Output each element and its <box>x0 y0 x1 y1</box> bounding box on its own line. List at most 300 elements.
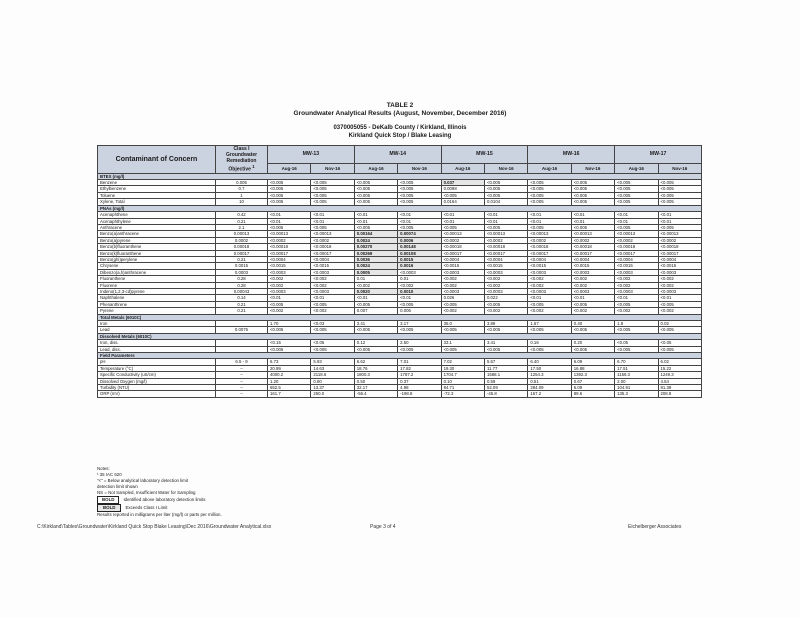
result-cell: 0.16 <box>528 340 571 346</box>
result-cell: <0.005 <box>571 180 614 186</box>
result-cell: 1787.2 <box>398 372 441 378</box>
contaminant-name: Dissolved Oxygen (mg/l) <box>98 378 216 384</box>
result-cell: <0.005 <box>398 346 441 352</box>
result-cell: <0.005 <box>615 192 658 198</box>
result-cell: 0.50 <box>354 378 397 384</box>
objective-value: 0.0003 <box>216 269 268 275</box>
result-cell: <0.00017 <box>484 250 527 256</box>
result-cell: <0.00013 <box>615 231 658 237</box>
header-well: MW-16 <box>528 146 615 164</box>
result-cell: 3.17 <box>398 321 441 327</box>
result-cell: 0.0010 <box>398 288 441 294</box>
result-cell: <0.005 <box>268 180 311 186</box>
result-cell: <0.005 <box>571 224 614 230</box>
result-cell: 0.00148 <box>398 244 441 250</box>
result-cell: <0.0004 <box>528 256 571 262</box>
result-cell: <0.005 <box>528 327 571 333</box>
notes <box>97 466 222 518</box>
result-cell: 3.41 <box>354 321 397 327</box>
result-cell: <0.005 <box>268 199 311 205</box>
contaminant-name: Acenaphthylene <box>98 218 216 224</box>
result-cell: <0.005 <box>658 186 701 192</box>
footer-company: Eichelberger Associates <box>628 524 682 530</box>
header-date: Nov-16 <box>658 164 701 173</box>
result-cell: <0.005 <box>571 199 614 205</box>
result-cell: -198.8 <box>398 391 441 397</box>
result-cell: <0.0015 <box>484 263 527 269</box>
result-cell: <0.005 <box>354 224 397 230</box>
result-cell: 0.00269 <box>354 250 397 256</box>
result-cell: <0.01 <box>354 218 397 224</box>
result-cell: <0.002 <box>354 282 397 288</box>
header-date: Aug-16 <box>354 164 397 173</box>
result-cell: <0.005 <box>398 180 441 186</box>
result-cell: <0.0002 <box>528 237 571 243</box>
result-cell: 2.00 <box>615 378 658 384</box>
result-cell: <0.00018 <box>528 244 571 250</box>
result-cell: 0.037 <box>441 180 484 186</box>
note-line: detection limit shown <box>97 484 138 489</box>
result-cell: 4.54 <box>658 378 701 384</box>
result-cell: <0.002 <box>658 276 701 282</box>
result-cell: 7.01 <box>398 359 441 365</box>
result-cell: <0.01 <box>484 212 527 218</box>
result-cell: <0.002 <box>311 276 354 282</box>
result-cell: 0.0020 <box>354 288 397 294</box>
objective-value: 0.7 <box>216 186 268 192</box>
result-cell: <0.0004 <box>615 256 658 262</box>
result-cell: 0.02 <box>658 321 701 327</box>
objective-value: 0.0015 <box>216 263 268 269</box>
result-cell: 104.91 <box>615 385 658 391</box>
result-cell: <0.002 <box>268 282 311 288</box>
bold-description: Identified above laboratory detection limits <box>123 497 206 502</box>
result-cell: <0.002 <box>528 308 571 314</box>
result-cell: 1800.3 <box>354 372 397 378</box>
result-cell: <0.00017 <box>615 250 658 256</box>
header-well: MW-13 <box>268 146 355 164</box>
result-cell: 208.8 <box>658 391 701 397</box>
result-cell: <0.00013 <box>268 231 311 237</box>
header-date: Aug-16 <box>268 164 311 173</box>
result-cell: 0.007 <box>354 308 397 314</box>
result-cell: <0.005 <box>311 301 354 307</box>
result-cell: 0.0024 <box>354 263 397 269</box>
result-cell: <0.005 <box>484 180 527 186</box>
contaminant-name: Fluoranthene <box>98 276 216 282</box>
section-label: BTEX (mg/l) <box>98 173 702 179</box>
objective-value: 0.21 <box>216 308 268 314</box>
result-cell: 7.02 <box>441 359 484 365</box>
result-cell: <0.005 <box>615 224 658 230</box>
contaminant-name: Fluorene <box>98 282 216 288</box>
objective-value: 0.005 <box>216 180 268 186</box>
result-cell: 0.00270 <box>354 244 397 250</box>
result-cell: <0.005 <box>268 224 311 230</box>
contaminant-name: pH <box>98 359 216 365</box>
result-cell: 1392.3 <box>571 372 614 378</box>
result-cell: <0.005 <box>354 186 397 192</box>
contaminant-name: ORP (mV) <box>98 391 216 397</box>
result-cell: 0.0006 <box>398 237 441 243</box>
result-cell: 17.50 <box>528 365 571 371</box>
objective-value: 0.00018 <box>216 244 268 250</box>
result-cell: <0.0003 <box>528 288 571 294</box>
result-cell: <0.0002 <box>615 237 658 243</box>
result-cell: 1.8 <box>615 321 658 327</box>
result-cell: 84.71 <box>441 385 484 391</box>
header-contaminant: Contaminant of Concern <box>98 146 216 174</box>
result-cell: <0.00013 <box>528 231 571 237</box>
result-cell: <0.005 <box>398 224 441 230</box>
contaminant-name: Temperature (°C) <box>98 365 216 371</box>
result-cell: <0.01 <box>398 212 441 218</box>
result-cell: <0.0003 <box>658 288 701 294</box>
result-cell: <0.005 <box>528 186 571 192</box>
result-cell: 6.40 <box>528 359 571 365</box>
result-cell: <0.005 <box>398 192 441 198</box>
result-cell: 3.89 <box>484 321 527 327</box>
table-number: TABLE 2 <box>386 102 414 109</box>
result-cell: 1704.7 <box>441 372 484 378</box>
result-cell: <0.005 <box>441 192 484 198</box>
result-cell: <0.005 <box>354 346 397 352</box>
result-cell: 0.12 <box>354 340 397 346</box>
result-cell: <0.005 <box>615 199 658 205</box>
result-cell: 89.6 <box>571 391 614 397</box>
objective-value: 0.21 <box>216 256 268 262</box>
exceed-description: Exceeds Class I Limit <box>125 505 168 510</box>
legend-bold <box>97 496 222 504</box>
result-cell: <0.005 <box>615 186 658 192</box>
contaminant-name: Dibenzo(a,h)anthracene <box>98 269 216 275</box>
result-cell: 19.30 <box>441 365 484 371</box>
units-note: Results reported in milligrams per liter (mg/l) or parts per million. <box>97 512 222 517</box>
contaminant-name: Acenaphthene <box>98 212 216 218</box>
result-cell: <0.03 <box>311 321 354 327</box>
result-cell: <0.0002 <box>484 237 527 243</box>
result-cell: <0.002 <box>484 308 527 314</box>
contaminant-name: Xylene, Total <box>98 199 216 205</box>
result-cell: <0.005 <box>354 327 397 333</box>
result-cell: <0.002 <box>441 308 484 314</box>
result-cell: <0.005 <box>528 224 571 230</box>
result-cell: <0.01 <box>354 295 397 301</box>
result-cell: 52.09 <box>484 385 527 391</box>
result-cell: 14.63 <box>311 365 354 371</box>
result-cell: <0.002 <box>268 276 311 282</box>
result-cell: <0.0002 <box>658 237 701 243</box>
result-cell: <0.005 <box>441 327 484 333</box>
objective-value: 0.28 <box>216 282 268 288</box>
section-label: Dissolved Metals (6010C) <box>98 333 702 339</box>
result-cell: 17.51 <box>615 365 658 371</box>
result-cell: <0.005 <box>311 224 354 230</box>
results-table <box>97 145 702 398</box>
contaminant-name: Pyrene <box>98 308 216 314</box>
result-cell: 17.82 <box>398 365 441 371</box>
result-cell: <0.0003 <box>311 288 354 294</box>
result-cell: <0.005 <box>398 301 441 307</box>
result-cell: <0.0003 <box>441 269 484 275</box>
result-cell: <0.0004 <box>441 256 484 262</box>
result-cell: 0.0036 <box>354 256 397 262</box>
result-cell: <0.01 <box>268 218 311 224</box>
result-cell: <0.0004 <box>311 256 354 262</box>
result-cell: 13.37 <box>311 385 354 391</box>
result-cell: 161.7 <box>268 391 311 397</box>
result-cell: 33.1 <box>441 340 484 346</box>
result-cell: 6.02 <box>658 359 701 365</box>
result-cell: <0.005 <box>311 180 354 186</box>
result-cell: 16.88 <box>571 365 614 371</box>
result-cell: 0.51 <box>528 378 571 384</box>
result-cell: <0.00017 <box>571 250 614 256</box>
result-cell: 1.70 <box>268 321 311 327</box>
objective-value: -- <box>216 365 268 371</box>
contaminant-name: Benzo(a)pyrene <box>98 237 216 243</box>
result-cell: <0.005 <box>528 199 571 205</box>
legend-exceed <box>97 504 222 512</box>
result-cell: <0.005 <box>441 301 484 307</box>
result-cell: <0.005 <box>268 327 311 333</box>
result-cell: <0.01 <box>571 218 614 224</box>
result-cell: <0.01 <box>571 295 614 301</box>
result-cell: 0.0024 <box>354 237 397 243</box>
result-cell: <0.005 <box>268 301 311 307</box>
result-cell: <0.002 <box>484 282 527 288</box>
result-cell: 0.026 <box>441 295 484 301</box>
result-cell: <0.005 <box>571 346 614 352</box>
result-cell: <0.005 <box>615 301 658 307</box>
result-cell: <0.00017 <box>528 250 571 256</box>
header-objective: Class I Groundwater Remediation Objective $^1$ <box>216 146 268 174</box>
result-cell: <0.002 <box>615 308 658 314</box>
result-cell: <0.002 <box>311 282 354 288</box>
result-cell: <0.0015 <box>658 263 701 269</box>
result-cell: 20.99 <box>268 365 311 371</box>
section-label: Total Metals (6010C) <box>98 314 702 320</box>
contaminant-name: Indeno(1,2,3-cd)pyrene <box>98 288 216 294</box>
contaminant-name: Ethylbenzene <box>98 186 216 192</box>
result-cell: 167.2 <box>528 391 571 397</box>
result-cell: <0.005 <box>354 301 397 307</box>
result-cell: <0.0003 <box>441 288 484 294</box>
result-cell: <0.05 <box>311 340 354 346</box>
objective-value: 0.14 <box>216 295 268 301</box>
result-cell: <0.005 <box>268 192 311 198</box>
result-cell: <0.005 <box>484 192 527 198</box>
result-cell: <0.005 <box>311 199 354 205</box>
result-cell: <0.05 <box>658 340 701 346</box>
contaminant-name: Iron, diss. <box>98 340 216 346</box>
contaminant-name: Benzo(k)fluoranthene <box>98 250 216 256</box>
result-cell: 0.40 <box>571 321 614 327</box>
result-cell: <0.002 <box>658 282 701 288</box>
result-cell: <0.0003 <box>658 269 701 275</box>
result-cell: <0.005 <box>268 346 311 352</box>
objective-value: 0.00043 <box>216 288 268 294</box>
result-cell: <0.005 <box>658 301 701 307</box>
result-cell: <0.005 <box>484 186 527 192</box>
contaminant-name: Chrysene <box>98 263 216 269</box>
result-cell: <0.0003 <box>571 288 614 294</box>
result-cell: <0.005 <box>528 346 571 352</box>
result-cell: <0.01 <box>311 295 354 301</box>
result-cell: <0.005 <box>268 186 311 192</box>
result-cell: <0.01 <box>441 212 484 218</box>
result-cell: 0.00164 <box>354 231 397 237</box>
result-cell: <0.002 <box>398 282 441 288</box>
result-cell: <0.0003 <box>311 269 354 275</box>
result-cell: <0.00013 <box>658 231 701 237</box>
result-cell: <0.005 <box>658 199 701 205</box>
result-cell: <0.00018 <box>268 244 311 250</box>
result-cell: 81.39 <box>658 385 701 391</box>
contaminant-name: Specific Conductivity (uS/cm) <box>98 372 216 378</box>
result-cell: 250.0 <box>311 391 354 397</box>
result-cell: <0.00018 <box>571 244 614 250</box>
result-cell: 4000.2 <box>268 372 311 378</box>
result-cell: <0.002 <box>615 276 658 282</box>
bold-sample: BOLD <box>97 496 119 504</box>
result-cell: <0.005 <box>528 192 571 198</box>
result-cell: <0.005 <box>354 192 397 198</box>
result-cell: <0.00017 <box>311 250 354 256</box>
result-cell: <0.005 <box>658 180 701 186</box>
result-cell: <0.005 <box>311 327 354 333</box>
result-cell: <0.05 <box>615 340 658 346</box>
note-line: NS = Not Sampled, Insufficient Water for Sampling <box>97 490 196 495</box>
result-cell: <0.01 <box>398 218 441 224</box>
result-cell: <0.002 <box>571 282 614 288</box>
objective-value: 0.0075 <box>216 327 268 333</box>
result-cell: <0.005 <box>571 186 614 192</box>
objective-value: 0.21 <box>216 301 268 307</box>
objective-value: -- <box>216 391 268 397</box>
result-cell: <0.0004 <box>268 256 311 262</box>
result-cell: <0.00013 <box>311 231 354 237</box>
result-cell: 0.37 <box>398 378 441 384</box>
result-cell: 2118.6 <box>311 372 354 378</box>
result-cell: 0.00108 <box>398 250 441 256</box>
result-cell: 0.20 <box>571 340 614 346</box>
result-cell: 11.77 <box>484 365 527 371</box>
result-cell: <0.01 <box>528 295 571 301</box>
result-cell: <0.005 <box>441 346 484 352</box>
result-cell: -56.4 <box>354 391 397 397</box>
results-body <box>98 173 702 397</box>
result-cell: <0.002 <box>528 282 571 288</box>
result-cell: <0.01 <box>354 212 397 218</box>
result-cell: <0.00018 <box>658 244 701 250</box>
header-well: MW-15 <box>441 146 528 164</box>
header-date: Nov-16 <box>311 164 354 173</box>
result-cell: <0.0003 <box>398 269 441 275</box>
result-cell: <0.002 <box>571 276 614 282</box>
result-cell: 0.0015 <box>398 256 441 262</box>
contaminant-name: Turbidity (NTU) <box>98 385 216 391</box>
site-id: 0370005055 - DeKalb County / Kirkland, Illinois <box>333 125 467 131</box>
result-cell: <0.005 <box>484 224 527 230</box>
result-cell: <0.005 <box>311 346 354 352</box>
result-cell: <0.0015 <box>268 263 311 269</box>
result-cell: <0.005 <box>528 301 571 307</box>
result-cell: <0.0015 <box>528 263 571 269</box>
contaminant-name: Phenanthrene <box>98 301 216 307</box>
result-cell: <0.0003 <box>268 288 311 294</box>
result-cell: 6.70 <box>615 359 658 365</box>
result-cell: <0.01 <box>398 295 441 301</box>
result-cell: <0.005 <box>354 180 397 186</box>
result-cell: 1249.3 <box>658 372 701 378</box>
result-cell: <0.01 <box>615 212 658 218</box>
result-cell: <0.005 <box>398 199 441 205</box>
result-cell: <0.01 <box>615 295 658 301</box>
result-cell: <0.0003 <box>615 269 658 275</box>
result-cell: <0.005 <box>311 192 354 198</box>
objective-value: 0.28 <box>216 276 268 282</box>
header-date: Aug-16 <box>441 164 484 173</box>
result-cell: 0.59 <box>484 378 527 384</box>
site-name: Kirkland Quick Stop / Blake Leasing <box>348 133 452 139</box>
objective-value: -- <box>216 372 268 378</box>
result-cell: 0.022 <box>484 295 527 301</box>
result-cell: <0.01 <box>658 295 701 301</box>
result-cell: <0.0004 <box>484 256 527 262</box>
objective-value: 0.00017 <box>216 250 268 256</box>
result-cell: <0.0015 <box>441 263 484 269</box>
header-date: Nov-16 <box>398 164 441 173</box>
result-cell: 0.01 <box>398 276 441 282</box>
result-cell: <0.005 <box>658 327 701 333</box>
result-cell: <0.0003 <box>484 269 527 275</box>
result-cell: <0.00013 <box>571 231 614 237</box>
section-label: Field Parameters <box>98 353 702 359</box>
result-cell: 0.67 <box>571 378 614 384</box>
result-cell: 32.17 <box>354 385 397 391</box>
result-cell: -72.3 <box>441 391 484 397</box>
section-label: PNAs (mg/l) <box>98 205 702 211</box>
result-cell: <0.005 <box>658 224 701 230</box>
contaminant-name: Benzo(a)anthracene <box>98 231 216 237</box>
header-date: Nov-16 <box>484 164 527 173</box>
result-cell: 284.09 <box>528 385 571 391</box>
result-cell: 135.3 <box>615 391 658 397</box>
result-cell: <0.005 <box>658 346 701 352</box>
result-cell: 6.09 <box>571 359 614 365</box>
result-cell: <0.01 <box>268 295 311 301</box>
result-cell: 1.20 <box>268 378 311 384</box>
result-cell: <0.00017 <box>268 250 311 256</box>
result-cell: <0.0003 <box>615 288 658 294</box>
result-cell: <0.005 <box>484 346 527 352</box>
result-cell: 5.93 <box>311 359 354 365</box>
result-cell: 3.41 <box>484 340 527 346</box>
objective-value: 6.5 - 9 <box>216 359 268 365</box>
header-date: Aug-16 <box>528 164 571 173</box>
objective-value: 1 <box>216 192 268 198</box>
result-cell: <0.005 <box>571 192 614 198</box>
contaminant-name: Anthracene <box>98 224 216 230</box>
header-well: MW-14 <box>354 146 441 164</box>
result-cell: <0.01 <box>571 212 614 218</box>
header-date: Nov-16 <box>571 164 614 173</box>
result-cell: <0.0003 <box>268 269 311 275</box>
result-cell: <0.15 <box>268 340 311 346</box>
table-title: Groundwater Analytical Results (August, November, December 2016) <box>293 110 507 117</box>
result-cell: 0.006 <box>398 308 441 314</box>
